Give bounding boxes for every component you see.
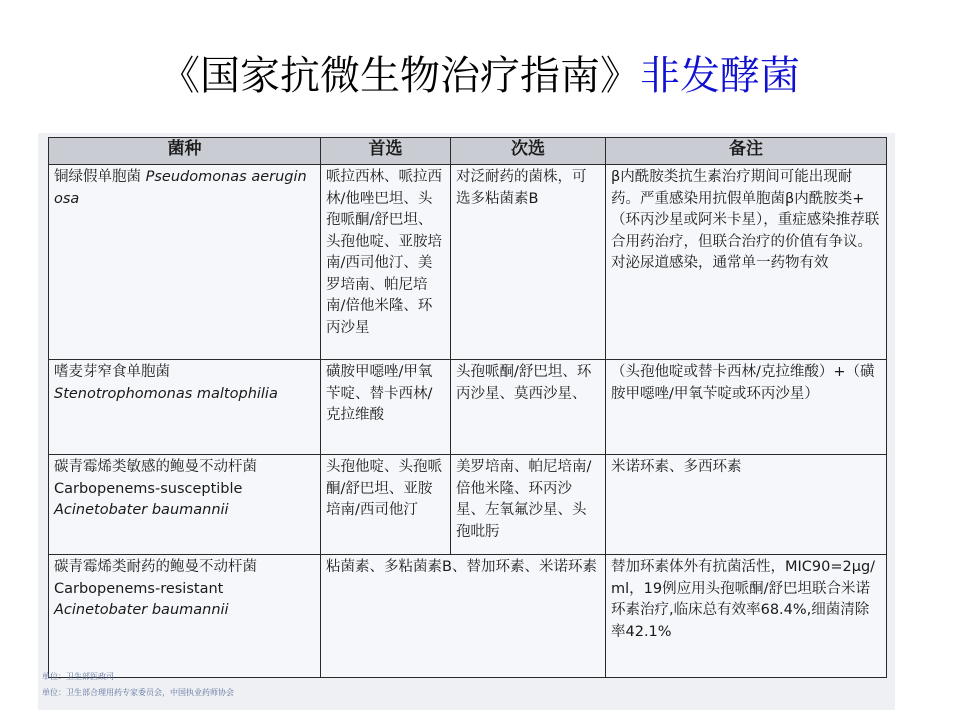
second-choice-cell: 头孢哌酮/舒巴坦、环丙沙星、莫西沙星、 bbox=[451, 360, 606, 455]
species-en-latin: Acinetobater baumannii bbox=[54, 502, 229, 518]
table-row bbox=[49, 165, 887, 360]
species-en: Carbopenems-susceptible bbox=[54, 480, 243, 497]
header-second-choice: 次选 bbox=[451, 138, 606, 165]
table-header-row bbox=[49, 138, 887, 165]
first-second-choice-cell: 粘菌素、多粘菌素B、替加环素、米诺环素 bbox=[321, 555, 606, 678]
first-choice-cell: 头孢他啶、头孢哌酮/舒巴坦、亚胺培南/西司他汀 bbox=[321, 455, 451, 555]
species-cn: 碳青霉烯类耐药的鲍曼不动杆菌 bbox=[54, 559, 257, 575]
footer-line-2: 单位：卫生部合理用药专家委员会，中国执业药师协会 bbox=[42, 688, 234, 697]
species-en: Stenotrophomonas maltophilia bbox=[54, 385, 278, 402]
title-highlight: 非发酵菌 bbox=[640, 53, 800, 99]
notes-cell: （头孢他啶或替卡西林/克拉维酸）+（磺胺甲噁唑/甲氧苄啶或环丙沙星） bbox=[606, 360, 887, 455]
first-choice-cell: 哌拉西林、哌拉西林/他唑巴坦、头孢哌酮/舒巴坦、头孢他啶、亚胺培南/西司他汀、美罗培南、帕尼培南/倍他米隆、环丙沙星 bbox=[321, 165, 451, 360]
species-cn: 铜绿假单胞菌 bbox=[54, 169, 141, 185]
header-species: 菌种 bbox=[49, 138, 321, 165]
species-cell bbox=[49, 360, 321, 455]
species-cn: 碳青霉烯类敏感的鲍曼不动杆菌 bbox=[54, 459, 257, 475]
guideline-table bbox=[48, 137, 887, 678]
species-en: Carbopenems-resistant bbox=[54, 580, 224, 597]
second-choice-cell: 美罗培南、帕尼培南/倍他米隆、环丙沙星、左氧氟沙星、头孢吡肟 bbox=[451, 455, 606, 555]
first-choice-cell: 磺胺甲噁唑/甲氧苄啶、替卡西林/克拉维酸 bbox=[321, 360, 451, 455]
second-choice-cell: 对泛耐药的菌株，可选多粘菌素B bbox=[451, 165, 606, 360]
species-en-latin: Acinetobater baumannii bbox=[54, 602, 229, 618]
footer-line-1: 单位：卫生部医政司 bbox=[42, 672, 114, 681]
table-row bbox=[49, 455, 887, 555]
species-cell bbox=[49, 455, 321, 555]
species-cell bbox=[49, 555, 321, 678]
table-row bbox=[49, 360, 887, 455]
header-first-choice: 首选 bbox=[321, 138, 451, 165]
title-main: 《国家抗微生物治疗指南》 bbox=[160, 53, 640, 99]
species-cn: 嗜麦芽窄食单胞菌 bbox=[54, 364, 170, 380]
slide-title bbox=[0, 46, 960, 106]
species-cell bbox=[49, 165, 321, 360]
table-row bbox=[49, 555, 887, 678]
header-notes: 备注 bbox=[606, 138, 887, 165]
notes-cell: β内酰胺类抗生素治疗期间可能出现耐药。严重感染用抗假单胞菌β内酰胺类+（环丙沙星或阿米卡星），重症感染推荐联合用药治疗，但联合治疗的价值有争议。对泌尿道感染，通常单一药物有效 bbox=[606, 165, 887, 360]
notes-cell: 米诺环素、多西环素 bbox=[606, 455, 887, 555]
table-photo bbox=[38, 133, 895, 710]
notes-cell: 替加环素体外有抗菌活性，MIC90=2μg/ml，19例应用头孢哌酮/舒巴坦联合米诺环素治疗,临床总有效率68.4%,细菌清除率42.1% bbox=[606, 555, 887, 678]
species-en: Pseudomonas aeruginosa bbox=[54, 169, 307, 207]
